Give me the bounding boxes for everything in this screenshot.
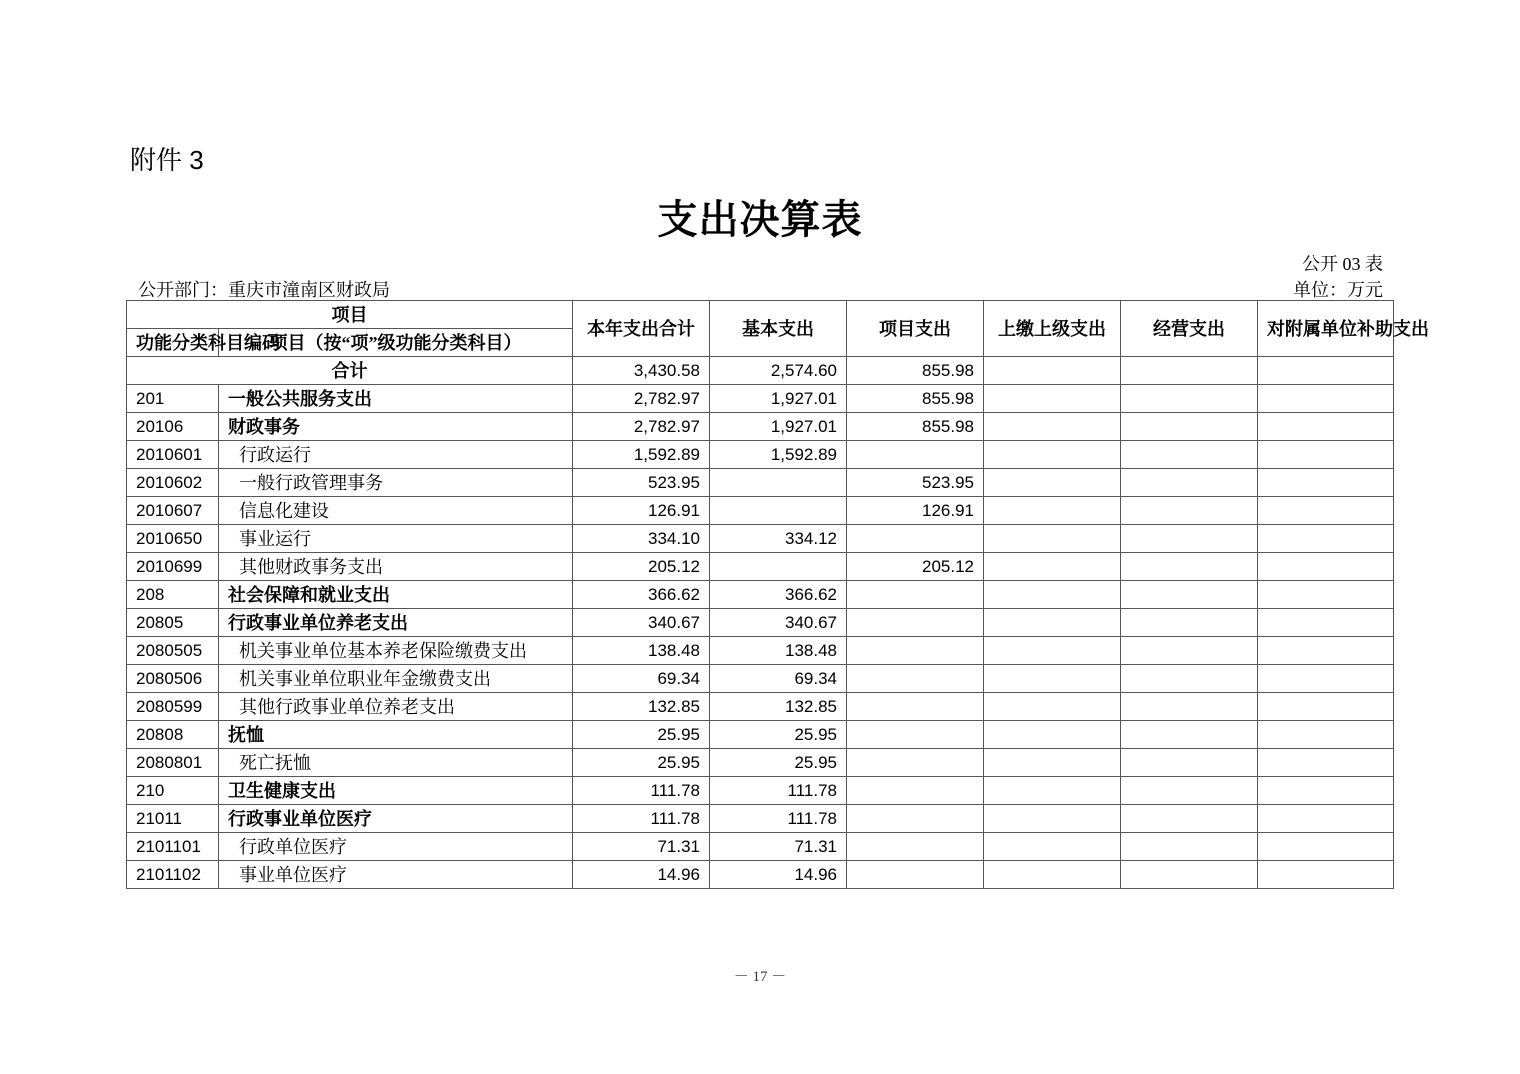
business-cell [1121, 413, 1258, 441]
table-row [127, 525, 1394, 553]
project-cell: 523.95 [847, 469, 984, 497]
business-cell [1121, 385, 1258, 413]
name-cell: 抚恤 [219, 721, 573, 749]
project-cell [847, 609, 984, 637]
name-cell: 行政单位医疗 [219, 833, 573, 861]
name-cell: 其他财政事务支出 [219, 553, 573, 581]
table-row [127, 385, 1394, 413]
basic-cell: 1,927.01 [710, 385, 847, 413]
basic-cell: 2,574.60 [710, 357, 847, 385]
project-cell [847, 861, 984, 889]
basic-cell: 14.96 [710, 861, 847, 889]
total-cell: 138.48 [573, 637, 710, 665]
project-cell [847, 693, 984, 721]
subsidy-cell [1258, 525, 1394, 553]
header-upper: 上缴上级支出 [984, 301, 1121, 357]
code-cell: 2101101 [127, 833, 219, 861]
basic-cell [710, 469, 847, 497]
basic-cell: 138.48 [710, 637, 847, 665]
subsidy-cell [1258, 385, 1394, 413]
table-row [127, 777, 1394, 805]
subsidy-cell [1258, 609, 1394, 637]
total-cell: 25.95 [573, 721, 710, 749]
project-cell [847, 721, 984, 749]
code-cell: 2010601 [127, 441, 219, 469]
total-cell: 111.78 [573, 777, 710, 805]
total-cell: 1,592.89 [573, 441, 710, 469]
upper-cell [984, 665, 1121, 693]
total-cell: 2,782.97 [573, 385, 710, 413]
table-row [127, 693, 1394, 721]
project-cell [847, 581, 984, 609]
header-code: 功能分类科目编码 [127, 329, 219, 357]
business-cell [1121, 721, 1258, 749]
code-cell: 2080599 [127, 693, 219, 721]
subsidy-cell [1258, 553, 1394, 581]
total-cell: 3,430.58 [573, 357, 710, 385]
name-cell: 行政事业单位医疗 [219, 805, 573, 833]
page-title: 支出决算表 [657, 197, 863, 242]
basic-cell: 111.78 [710, 805, 847, 833]
code-cell: 2010699 [127, 553, 219, 581]
code-cell: 201 [127, 385, 219, 413]
project-cell [847, 441, 984, 469]
project-cell [847, 777, 984, 805]
unit-label: 单位：万元 [1293, 280, 1383, 300]
subsidy-cell [1258, 469, 1394, 497]
upper-cell [984, 497, 1121, 525]
basic-cell [710, 553, 847, 581]
code-cell: 2080801 [127, 749, 219, 777]
total-cell: 111.78 [573, 805, 710, 833]
code-cell: 2080506 [127, 665, 219, 693]
total-cell: 523.95 [573, 469, 710, 497]
business-cell [1121, 805, 1258, 833]
table-row [127, 497, 1394, 525]
total-cell: 340.67 [573, 609, 710, 637]
header-basic: 基本支出 [710, 301, 847, 357]
total-cell: 205.12 [573, 553, 710, 581]
table-header [127, 301, 1429, 357]
name-cell: 机关事业单位基本养老保险缴费支出 [219, 637, 573, 665]
subsidy-cell [1258, 665, 1394, 693]
basic-cell: 1,592.89 [710, 441, 847, 469]
subsidy-cell [1258, 805, 1394, 833]
header-business: 经营支出 [1121, 301, 1258, 357]
project-cell [847, 665, 984, 693]
name-cell: 机关事业单位职业年金缴费支出 [219, 665, 573, 693]
subsidy-cell [1258, 637, 1394, 665]
basic-cell [710, 497, 847, 525]
header-name: 项目（按“项”级功能分类科目） [219, 329, 573, 357]
header-subsidy: 对附属单位补助支出 [1258, 301, 1394, 357]
name-cell: 死亡抚恤 [219, 749, 573, 777]
header-project: 项目支出 [847, 301, 984, 357]
table-row [127, 721, 1394, 749]
business-cell [1121, 497, 1258, 525]
business-cell [1121, 833, 1258, 861]
table-body [127, 357, 1394, 889]
business-cell [1121, 469, 1258, 497]
total-cell: 132.85 [573, 693, 710, 721]
table-row [127, 665, 1394, 693]
business-cell [1121, 749, 1258, 777]
subsidy-cell [1258, 749, 1394, 777]
basic-cell: 111.78 [710, 777, 847, 805]
business-cell [1121, 637, 1258, 665]
upper-cell [984, 777, 1121, 805]
basic-cell: 334.12 [710, 525, 847, 553]
upper-cell [984, 609, 1121, 637]
upper-cell [984, 413, 1121, 441]
total-label: 合计 [127, 357, 573, 385]
project-cell: 855.98 [847, 357, 984, 385]
basic-cell: 366.62 [710, 581, 847, 609]
header-total: 本年支出合计 [573, 301, 710, 357]
name-cell: 社会保障和就业支出 [219, 581, 573, 609]
basic-cell: 69.34 [710, 665, 847, 693]
subsidy-cell [1258, 441, 1394, 469]
subsidy-cell [1258, 833, 1394, 861]
project-cell [847, 833, 984, 861]
name-cell: 行政事业单位养老支出 [219, 609, 573, 637]
upper-cell [984, 469, 1121, 497]
name-cell: 行政运行 [219, 441, 573, 469]
project-cell [847, 637, 984, 665]
name-cell: 财政事务 [219, 413, 573, 441]
name-cell: 事业单位医疗 [219, 861, 573, 889]
code-cell: 20808 [127, 721, 219, 749]
total-cell: 25.95 [573, 749, 710, 777]
code-cell: 20805 [127, 609, 219, 637]
table-row [127, 805, 1394, 833]
business-cell [1121, 441, 1258, 469]
subsidy-cell [1258, 693, 1394, 721]
total-cell: 14.96 [573, 861, 710, 889]
name-cell: 一般公共服务支出 [219, 385, 573, 413]
code-cell: 210 [127, 777, 219, 805]
code-cell: 20106 [127, 413, 219, 441]
basic-cell: 340.67 [710, 609, 847, 637]
expenditure-table [126, 300, 1429, 889]
business-cell [1121, 777, 1258, 805]
upper-cell [984, 357, 1121, 385]
total-cell: 334.10 [573, 525, 710, 553]
subsidy-cell [1258, 721, 1394, 749]
code-cell: 2080505 [127, 637, 219, 665]
code-cell: 2010602 [127, 469, 219, 497]
department-label: 公开部门：重庆市潼南区财政局 [138, 280, 390, 300]
table-row [127, 441, 1394, 469]
total-cell: 69.34 [573, 665, 710, 693]
basic-cell: 132.85 [710, 693, 847, 721]
upper-cell [984, 525, 1121, 553]
business-cell [1121, 693, 1258, 721]
total-cell: 126.91 [573, 497, 710, 525]
project-cell: 126.91 [847, 497, 984, 525]
table-row [127, 749, 1394, 777]
subsidy-cell [1258, 777, 1394, 805]
business-cell [1121, 525, 1258, 553]
table-number: 公开 03 表 [1302, 254, 1383, 274]
total-cell: 366.62 [573, 581, 710, 609]
name-cell: 卫生健康支出 [219, 777, 573, 805]
name-cell: 一般行政管理事务 [219, 469, 573, 497]
project-cell: 855.98 [847, 413, 984, 441]
header-item: 项目 [127, 301, 573, 329]
total-row [127, 357, 1394, 385]
subsidy-cell [1258, 357, 1394, 385]
project-cell [847, 525, 984, 553]
upper-cell [984, 749, 1121, 777]
subsidy-cell [1258, 861, 1394, 889]
table-row [127, 637, 1394, 665]
project-cell: 205.12 [847, 553, 984, 581]
table-row [127, 861, 1394, 889]
subsidy-cell [1258, 581, 1394, 609]
table-row [127, 581, 1394, 609]
project-cell [847, 749, 984, 777]
name-cell: 事业运行 [219, 525, 573, 553]
upper-cell [984, 441, 1121, 469]
upper-cell [984, 721, 1121, 749]
code-cell: 21011 [127, 805, 219, 833]
code-cell: 2010650 [127, 525, 219, 553]
table-row [127, 413, 1394, 441]
business-cell [1121, 357, 1258, 385]
business-cell [1121, 609, 1258, 637]
header-row-top [127, 301, 1394, 329]
code-cell: 2010607 [127, 497, 219, 525]
name-cell: 其他行政事业单位养老支出 [219, 693, 573, 721]
subsidy-cell [1258, 413, 1394, 441]
basic-cell: 25.95 [710, 721, 847, 749]
total-cell: 2,782.97 [573, 413, 710, 441]
code-cell: 208 [127, 581, 219, 609]
project-cell: 855.98 [847, 385, 984, 413]
business-cell [1121, 553, 1258, 581]
business-cell [1121, 861, 1258, 889]
upper-cell [984, 833, 1121, 861]
code-cell: 2101102 [127, 861, 219, 889]
upper-cell [984, 637, 1121, 665]
table-row [127, 469, 1394, 497]
name-cell: 信息化建设 [219, 497, 573, 525]
basic-cell: 25.95 [710, 749, 847, 777]
business-cell [1121, 665, 1258, 693]
project-cell [847, 805, 984, 833]
basic-cell: 71.31 [710, 833, 847, 861]
upper-cell [984, 385, 1121, 413]
upper-cell [984, 861, 1121, 889]
upper-cell [984, 581, 1121, 609]
table-row [127, 553, 1394, 581]
total-cell: 71.31 [573, 833, 710, 861]
attachment-label: 附件 3 [130, 145, 204, 175]
basic-cell: 1,927.01 [710, 413, 847, 441]
upper-cell [984, 805, 1121, 833]
page-number: － 17 － [733, 969, 787, 985]
subsidy-cell [1258, 497, 1394, 525]
upper-cell [984, 693, 1121, 721]
table-row [127, 609, 1394, 637]
table-row [127, 833, 1394, 861]
business-cell [1121, 581, 1258, 609]
upper-cell [984, 553, 1121, 581]
